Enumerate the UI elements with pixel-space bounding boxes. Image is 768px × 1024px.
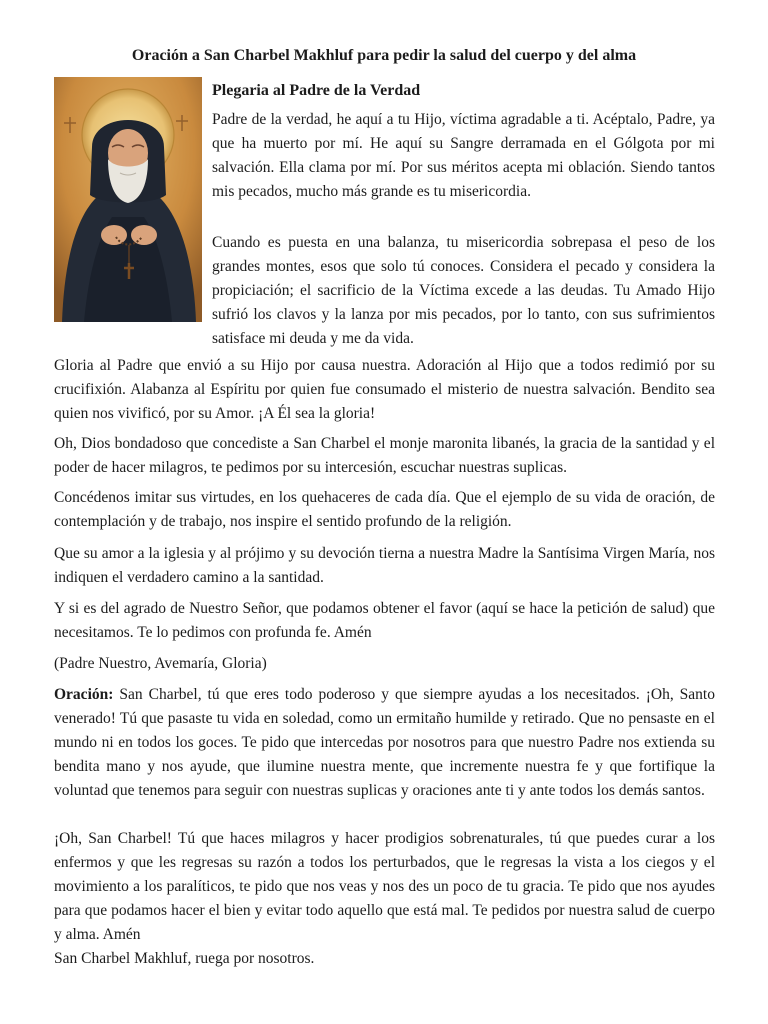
paragraph-10: ¡Oh, San Charbel! Tú que haces milagros y hacer prodigios sobrenaturales, tú que puedes curar a los enfermos y que les regresas su razón a todos los perturbados, que le regresas la vista a los ciegos y el movimiento a los paralíticos, te pido que nos veas y nos des un poco de tu gracia. Te pido que nos ayudes para que podamos hacer el bien y evitar todo aquello que está mal. Te pedidos por nuestra salud de cuerpo y alma. Amén xyxy=(54,830,715,943)
oracion-text: San Charbel, tú que eres todo poderoso y que siempre ayudas a los necesitados. ¡Oh, Santo venerado! Tú que pasaste tu vida en soledad, como un ermitaño humilde y retirado. Que no pensaste en el mundo ni en todos los goces. Te pido que intercedas por nosotros para que nuestro Padre nos extienda su bendita mano y nos ayude, que ilumine nuestra mente, que incremente nuestra fe y que fortifique la voluntad que tenemos para seguir con nuestras suplicas y oraciones ante ti y ante todos los demás santos. xyxy=(54,686,715,799)
oracion-label: Oración: xyxy=(54,686,114,703)
paragraph-11: San Charbel Makhluf, ruega por nosotros. xyxy=(54,950,315,967)
paragraph-7: Y si es del agrado de Nuestro Señor, que podamos obtener el favor (aquí se hace la petición de salud) que necesitamos. Te lo pedimos con profunda fe. Amén xyxy=(54,600,715,641)
paragraph-8: (Padre Nuestro, Avemaría, Gloria) xyxy=(54,655,267,672)
saint-charbel-icon xyxy=(54,77,202,322)
prayer-subtitle: Plegaria al Padre de la Verdad xyxy=(212,82,421,99)
paragraph-2: Cuando es puesta en una balanza, tu misericordia sobrepasa el peso de los grandes montes, esos que solo tú conoces. Considera el pecado y considera la propiciación; el sacrificio de la Víctima excede a las deudas. Tu Amado Hijo sufrió los clavos y la lanza por mis pecados, por lo tanto, con sus sufrimientos satisface mi deuda y me da vida. xyxy=(212,234,715,347)
paragraph-1: Padre de la verdad, he aquí a tu Hijo, víctima agradable a ti. Acéptalo, Padre, ya que ha muerto por mí. He aquí su Sangre derramada en el Gólgota por mi salvación. Ella clama por mí. Por sus méritos acepta mi oblación. Siendo tantos mis pecados, mucho más grande es tu misericordia. xyxy=(212,111,715,200)
paragraph-4: Oh, Dios bondadoso que concediste a San Charbel el monje maronita libanés, la gracia de la santidad y el poder de hacer milagros, te pedimos por su intercesión, escuchar nuestras suplicas. xyxy=(54,435,715,476)
document-title: Oración a San Charbel Makhluf para pedir la salud del cuerpo y del alma xyxy=(131,47,637,64)
paragraph-6: Que su amor a la iglesia y al prójimo y su devoción tierna a nuestra Madre la Santísima Virgen María, nos indiquen el verdadero camino a la santidad. xyxy=(54,545,715,586)
paragraph-9 xyxy=(54,683,715,803)
paragraph-3: Gloria al Padre que envió a su Hijo por causa nuestra. Adoración al Hijo que a todos redimió por su crucifixión. Alabanza al Espíritu por quien fue consumado el misterio de nuestra salvación. Bendito sea quien nos vivificó, por su Amor. ¡A Él sea la gloria! xyxy=(54,357,715,422)
paragraph-5: Concédenos imitar sus virtudes, en los quehaceres de cada día. Que el ejemplo de su vida de oración, de contemplación y de trabajo, nos inspire el sentido profundo de la religión. xyxy=(54,489,715,530)
